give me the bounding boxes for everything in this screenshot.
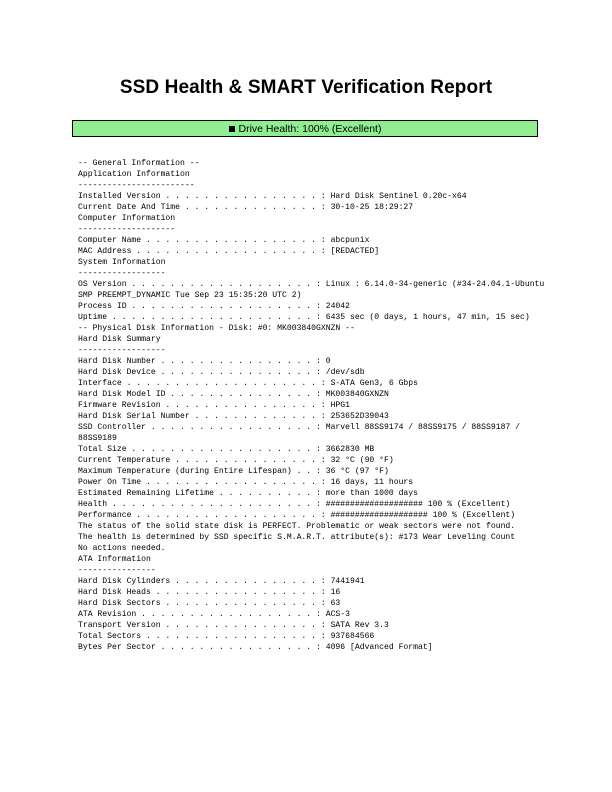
report-line: ------------------	[78, 346, 166, 355]
report-line: No actions needed.	[78, 544, 166, 553]
report-line: MAC Address . . . . . . . . . . . . . . . . . . . : [REDACTED]	[78, 247, 380, 256]
report-line: OS Version . . . . . . . . . . . . . . . . . . . : Linux : 6.14.0-34-generic (#34-24.04.1-Ubuntu SMP PREEMPT_DYNAMIC Tue Sep 23 15:35:20 UTC 2)	[78, 280, 550, 300]
report-line: ----------------	[78, 566, 156, 575]
report-line: Firmware Revision . . . . . . . . . . . . . . . . : HPG1	[78, 401, 350, 410]
report-line: --------------------	[78, 225, 176, 234]
report-line: Computer Name . . . . . . . . . . . . . . . . . . : abcpunix	[78, 236, 370, 245]
report-line: Hard Disk Device . . . . . . . . . . . . . . . . : /dev/sdb	[78, 368, 365, 377]
report-line: Current Date And Time . . . . . . . . . . . . . . : 30-10-25 18:29:27	[78, 203, 414, 212]
report-line: ------------------	[78, 269, 166, 278]
page-title: SSD Health & SMART Verification Report	[119, 77, 493, 98]
drive-health-text: Drive Health: 100% (Excellent)	[238, 122, 382, 135]
report-line: ATA Revision . . . . . . . . . . . . . . . . . . : ACS-3	[78, 610, 350, 619]
square-icon	[229, 126, 235, 132]
report-line: The status of the solid state disk is PERFECT. Problematic or weak sectors were not found.	[78, 522, 516, 531]
report-line: Process ID . . . . . . . . . . . . . . . . . . . : 24042	[78, 302, 350, 311]
report-line: SSD Controller . . . . . . . . . . . . . . . . . : Marvell 88SS9174 / 88SS9175 / 88SS9187 / 88SS9189	[78, 423, 525, 443]
report-line: Hard Disk Number . . . . . . . . . . . . . . . . : 0	[78, 357, 331, 366]
drive-health-banner	[72, 120, 538, 137]
report-line: Hard Disk Serial Number . . . . . . . . . . . . . : 253652D39043	[78, 412, 389, 421]
report-line: Bytes Per Sector . . . . . . . . . . . . . . . . : 4096 [Advanced Format]	[78, 643, 433, 652]
report-line: -- Physical Disk Information - Disk: #0: MK003840GXNZN --	[78, 324, 355, 333]
report-line: Hard Disk Cylinders . . . . . . . . . . . . . . . : 7441941	[78, 577, 365, 586]
report-line: ATA Information	[78, 555, 151, 564]
report-line: Health . . . . . . . . . . . . . . . . . . . . . : #################### 100 % (Excellent)	[78, 500, 511, 509]
report-line: Installed Version . . . . . . . . . . . . . . . . : Hard Disk Sentinel 0.20c-x64	[78, 192, 467, 201]
report-line: Hard Disk Summary	[78, 335, 161, 344]
report-line: Interface . . . . . . . . . . . . . . . . . . . . : S-ATA Gen3, 6 Gbps	[78, 379, 418, 388]
report-line: Hard Disk Model ID . . . . . . . . . . . . . . . : MK003840GXNZN	[78, 390, 389, 399]
report-line: Total Size . . . . . . . . . . . . . . . . . . . : 3662830 MB	[78, 445, 375, 454]
report-line: Computer Information	[78, 214, 176, 223]
report-line: Maximum Temperature (during Entire Lifespan) . . : 36 °C (97 °F)	[78, 467, 389, 476]
report-line: Hard Disk Heads . . . . . . . . . . . . . . . . . : 16	[78, 588, 341, 597]
report-line: ------------------------	[78, 181, 195, 190]
report-line: Hard Disk Sectors . . . . . . . . . . . . . . . . : 63	[78, 599, 341, 608]
report-body	[78, 158, 548, 653]
report-line: Performance . . . . . . . . . . . . . . . . . . . : #################### 100 % (Excellent)	[78, 511, 516, 520]
report-line: Power On Time . . . . . . . . . . . . . . . . . . : 16 days, 11 hours	[78, 478, 414, 487]
report-line: Current Temperature . . . . . . . . . . . . . . . : 32 °C (90 °F)	[78, 456, 394, 465]
report-line: Total Sectors . . . . . . . . . . . . . . . . . . : 937684566	[78, 632, 375, 641]
report-line: Estimated Remaining Lifetime . . . . . . . . . . : more than 1000 days	[78, 489, 418, 498]
report-line: -- General Information --	[78, 159, 200, 168]
report-line: Application Information	[78, 170, 190, 179]
report-line: The health is determined by SSD specific S.M.A.R.T. attribute(s): #173 Wear Leveling Count	[78, 533, 516, 542]
report-line: Transport Version . . . . . . . . . . . . . . . . : SATA Rev 3.3	[78, 621, 389, 630]
report-line: Uptime . . . . . . . . . . . . . . . . . . . . . : 6435 sec (0 days, 1 hours, 47 min, 15 sec)	[78, 313, 530, 322]
report-line: System Information	[78, 258, 166, 267]
